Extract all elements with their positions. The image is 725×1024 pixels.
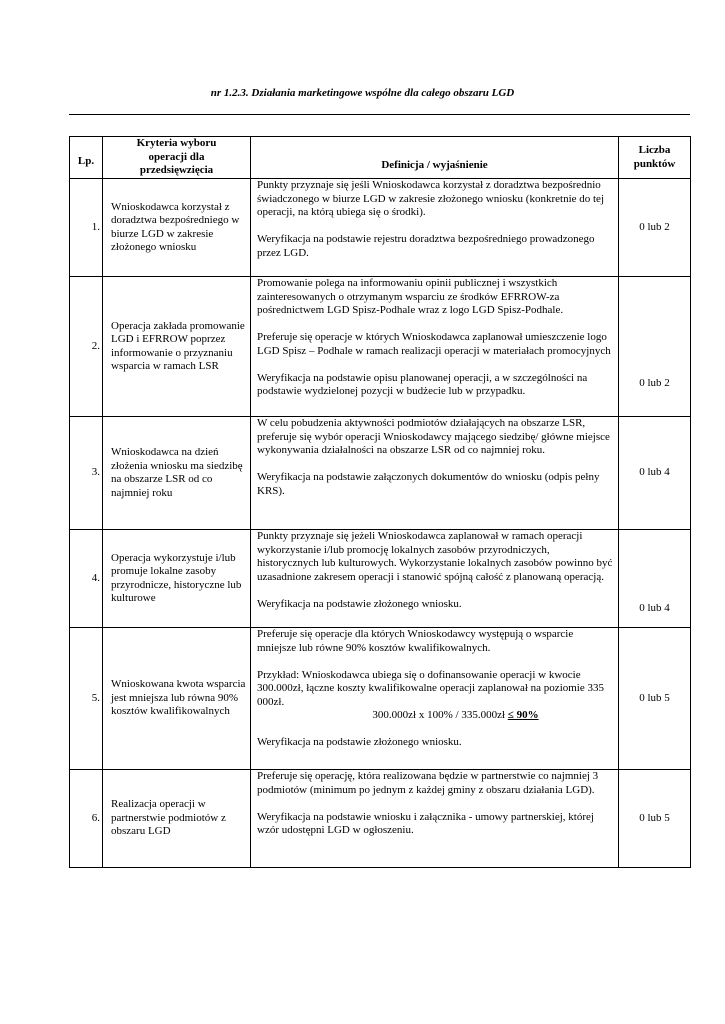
row-points: 0 lub 5 <box>619 628 691 770</box>
row-number: 1. <box>70 179 103 277</box>
row-points: 0 lub 4 <box>619 530 691 628</box>
definition-paragraph: Weryfikacja na podstawie rejestru doradztwa bezpośredniego prowadzonego przez LGD. <box>257 233 595 259</box>
definition-paragraph: Weryfikacja na podstawie złożonego wniosku. <box>257 597 462 610</box>
row-criterion: Wnioskowana kwota wsparcia jest mniejsza lub równa 90% kosztów kwalifikowalnych <box>103 628 251 770</box>
definition-paragraph: Weryfikacja na podstawie złożonego wniosku. <box>257 736 462 748</box>
table-row <box>70 277 691 417</box>
row-definition <box>251 770 619 868</box>
definition-paragraph: Promowanie polega na informowaniu opinii publicznej i wszystkich zainteresowanych o otrzymanym wsparciu ze środków EFRROW-za pośrednictwem LGD Spisz-Podhale wraz z logo LGD Spisz-Podhale. <box>257 277 564 316</box>
row-criterion: Wnioskodawca na dzień złożenia wniosku ma siedzibę na obszarze LSR od co najmniej roku <box>103 417 251 530</box>
header-definition: Definicja / wyjaśnienie <box>251 137 619 179</box>
table-row <box>70 417 691 530</box>
table-row <box>70 628 691 770</box>
table-row <box>70 179 691 277</box>
row-criterion: Operacja zakłada promowanie LGD i EFRROW poprzez informowanie o przyznaniu wsparcia w ramach LSR <box>103 277 251 417</box>
definition-paragraph: Weryfikacja na podstawie opisu planowanej operacji, a w szczególności na podstawie wydzielonej pozycji w budżecie lub w przypadku. <box>257 371 588 397</box>
definition-paragraph: Punkty przyznaje się jeżeli Wnioskodawca zaplanował w ramach operacji wykorzystanie i/lub promocję lokalnych zasobów przyrodniczych, historycznych lub kulturowych. Wykorzystanie lokalnych zasobów powinno być uzasadnione zakresem operacji i stanowić spójną całość z planowaną operacją. <box>257 530 613 583</box>
table-row <box>70 770 691 868</box>
row-definition <box>251 417 619 530</box>
row-criterion: Realizacja operacji w partnerstwie podmiotów z obszaru LGD <box>103 770 251 868</box>
row-criterion: Operacja wykorzystuje i/lub promuje lokalne zasoby przyrodnicze, historyczne lub kulturowe <box>103 530 251 628</box>
definition-paragraph: Przykład: Wnioskodawca ubiega się o dofinansowanie operacji w kwocie 300.000zł, łączne koszty kwalifikowalne operacji zaplanował na poziomie 335 000zł. <box>257 668 604 708</box>
row-points: 0 lub 4 <box>619 417 691 530</box>
row-number: 5. <box>70 628 103 770</box>
table-header-row <box>70 137 691 179</box>
header-criteria: Kryteria wyboru operacji dla przedsięwzięcia <box>103 137 251 179</box>
row-points: 0 lub 5 <box>619 770 691 868</box>
criteria-table <box>69 136 691 868</box>
formula-result: ≤ 90% <box>507 709 539 721</box>
row-points: 0 lub 2 <box>619 179 691 277</box>
definition-paragraph: W celu pobudzenia aktywności podmiotów działających na obszarze LSR, preferuje się wybór operacji Wnioskodawcy mającego siedzibę/ główne miejsce wykonywania działalności na obszarze LSR od co najmniej roku. <box>257 417 610 456</box>
definition-paragraph: Preferuje się operację, która realizowana będzie w partnerstwie co najmniej 3 podmiotów (minimum po jednym z każdej gminy z obszaru działania LGD). <box>257 770 599 796</box>
row-number: 2. <box>70 277 103 417</box>
formula-expression: 300.000zł x 100% / 335.000zł <box>372 709 506 721</box>
definition-paragraph: Weryfikacja na podstawie wniosku i załącznika - umowy partnerskiej, której wzór udostępni LGD w ogłoszeniu. <box>257 810 594 836</box>
definition-paragraph: Punkty przyznaje się jeśli Wnioskodawca korzystał z doradztwa bezpośrednio świadczonego w biurze LGD w zakresie złożonego wniosku (konkretnie do tej operacji, na którą ubiega się o środki). <box>257 179 604 218</box>
document-title: nr 1.2.3. Działania marketingowe wspólne dla całego obszaru LGD <box>210 87 515 99</box>
row-definition <box>251 179 619 277</box>
row-number: 3. <box>70 417 103 530</box>
header-points: Liczba punktów <box>619 137 691 179</box>
definition-paragraph: Preferuje się operacje w których Wnioskodawca zaplanował umieszczenie logo LGD Spisz – Podhale w ramach realizacji operacji w materiałach promocyjnych <box>257 331 611 357</box>
definition-paragraph: Preferuje się operacje dla których Wnioskodawcy występują o wsparcie mniejsze lub równe 90% kosztów kwalifikowalnych. <box>257 628 574 654</box>
row-definition <box>251 628 619 770</box>
row-definition <box>251 277 619 417</box>
row-points: 0 lub 2 <box>619 277 691 417</box>
title-divider <box>69 114 690 115</box>
definition-paragraph: Weryfikacja na podstawie załączonych dokumentów do wniosku (odpis pełny KRS). <box>257 471 600 497</box>
header-lp: Lp. <box>70 137 103 179</box>
formula-line <box>257 709 614 723</box>
table-row <box>70 530 691 628</box>
row-number: 6. <box>70 770 103 868</box>
row-definition <box>251 530 619 628</box>
row-criterion: Wnioskodawca korzystał z doradztwa bezpośredniego w biurze LGD w zakresie złożonego wniosku <box>103 179 251 277</box>
row-number: 4. <box>70 530 103 628</box>
